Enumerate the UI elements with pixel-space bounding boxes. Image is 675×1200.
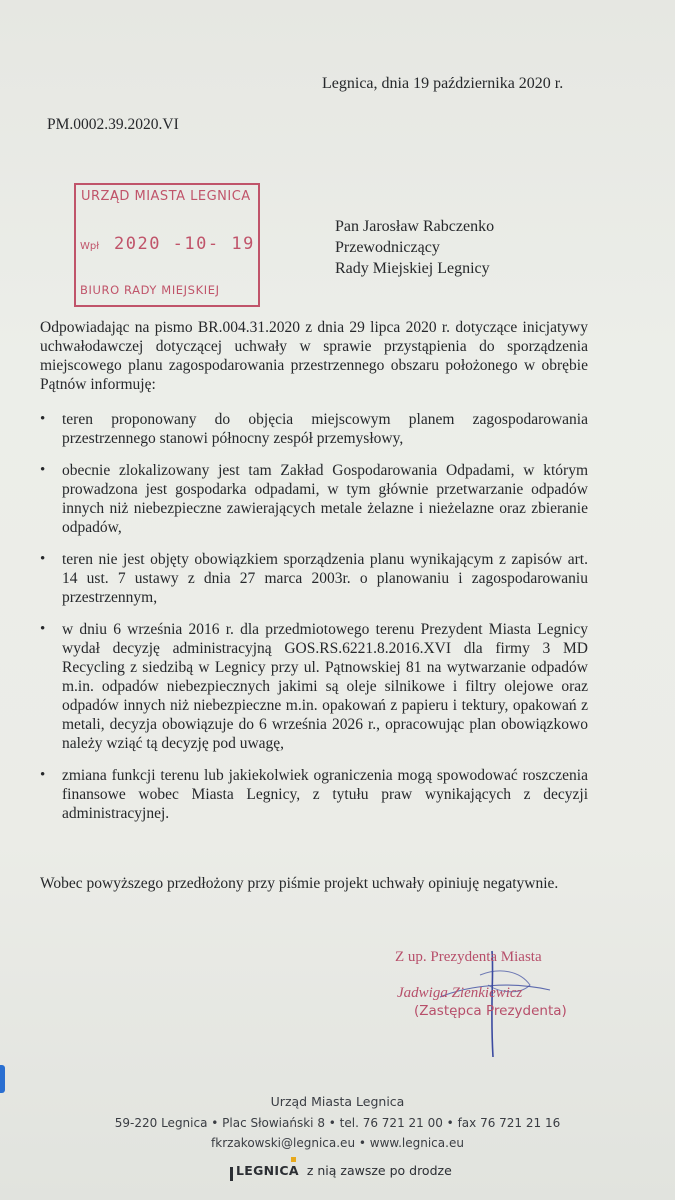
bullet-text: zmiana funkcji terenu lub jakiekolwiek ograniczenia mogą spowodować roszczenia finansowe wobec Miasta Legnicy, z tytułu praw wynikających z decyzji administracyjnej. [62, 767, 588, 822]
recipient-name: Pan Jarosław Rabczenko [335, 218, 495, 235]
stamp-office: URZĄD MIASTA LEGNICA [81, 189, 251, 204]
footer-office: Urząd Miasta Legnica [270, 1094, 405, 1109]
footer-contact: fkrzakowski@legnica.eu • www.legnica.eu [211, 1136, 464, 1150]
bullet-list [40, 410, 588, 823]
bullet-text: teren nie jest objęty obowiązkiem sporządzenia planu wynikającym z zapisów art. 14 ust. 7 ustawy z dnia 27 marca 2003r. o planowaniu i zagospodarowaniu przestrzennym, [62, 551, 588, 606]
signature-authority: Z up. Prezydenta Miasta [395, 949, 542, 965]
intro-paragraph: Odpowiadając na pismo BR.004.31.2020 z dnia 29 lipca 2020 r. dotyczące inicjatywy uchwałodawczej dotyczącej uchwały w sprawie przystąpienia do sporządzenia miejscowego planu zagospodarowania przestrzennego obszaru położonego w obrębie Pątnów informuję: [40, 319, 588, 393]
bullet-dot-icon: • [40, 551, 46, 567]
logo-wordmark: LEGNICA [230, 1163, 299, 1178]
bullet-item [40, 461, 588, 537]
logo-accent-icon [291, 1157, 296, 1162]
bullet-text: w dniu 6 września 2016 r. dla przedmiotowego terenu Prezydent Miasta Legnicy wydał decyzję administracyjną GOS.RS.6221.8.2016.XVI dla firmy 3 MD Recycling z siedzibą w Legnicy przy ul. Pątnowskiej 81 na wytwarzanie odpadów m.in. odpadów niebezpiecznych jakimi są oleje silnikowe i filtry olejowe oraz odpadów innych niż niebezpieczne m.in. opakowań z papieru i tektury, opakowań z metali, decyzja obowiązuje do 6 września 2026 r., opracowując plan obowiązkowo należy wziąć tą decyzję pod uwagę, [62, 621, 588, 752]
stamp-received-label: Wpł [80, 241, 100, 252]
recipient-body: Rady Miejskiej Legnicy [335, 260, 490, 277]
stamp-department: BIURO RADY MIEJSKIEJ [80, 283, 220, 297]
bullet-dot-icon: • [40, 621, 46, 637]
recipient-title: Przewodniczący [335, 239, 440, 256]
logo-slogan: z nią zawsze po drodze [306, 1162, 452, 1178]
city-logo [230, 1158, 452, 1182]
edge-tab [0, 1065, 5, 1093]
bullet-dot-icon: • [40, 462, 46, 478]
bullet-item [40, 410, 588, 448]
bullet-item [40, 550, 588, 607]
footer-address: 59-220 Legnica • Plac Słowiański 8 • tel. 76 721 21 00 • fax 76 721 21 16 [114, 1116, 561, 1130]
bullet-item [40, 766, 588, 823]
bullet-text: teren proponowany do objęcia miejscowym planem zagospodarowania przestrzennego stanowi północny zespół przemysłowy, [62, 411, 588, 447]
signature-role: (Zastępca Prezydenta) [414, 1003, 567, 1019]
conclusion-paragraph: Wobec powyższego przedłożony przy piśmie projekt uchwały opiniuję negatywnie. [40, 875, 559, 892]
stamp-received-date: 2020 -10- 19 [114, 234, 255, 254]
bullet-dot-icon: • [40, 767, 46, 783]
bullet-item [40, 620, 588, 753]
signature-name: Jadwiga Zienkiewicz [397, 985, 523, 1001]
reference-number: PM.0002.39.2020.VI [47, 116, 179, 133]
bullet-text: obecnie zlokalizowany jest tam Zakład Gospodarowania Odpadami, w którym prowadzona jest gospodarka odpadami, w tym głównie przetwarzanie odpadów innych niż niebezpieczne zawierających metale żelazne i nieżelazne oraz zbieranie odpadów, [62, 462, 588, 536]
bullet-dot-icon: • [40, 411, 46, 427]
place-date: Legnica, dnia 19 października 2020 r. [322, 75, 564, 92]
received-stamp [74, 183, 260, 307]
